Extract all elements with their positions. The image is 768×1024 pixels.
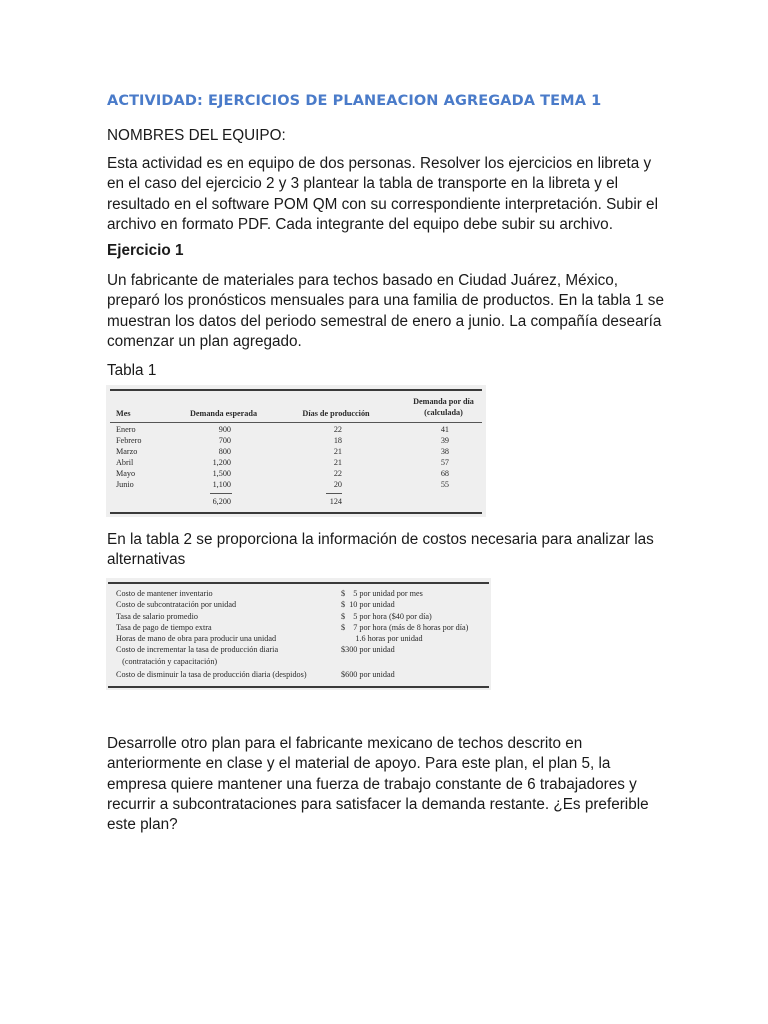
closing-line: anteriormente en clase y el material de apoyo. Para este plan, el plan 5, la bbox=[107, 755, 611, 773]
table1-cell-demanda: 800 bbox=[218, 447, 231, 456]
table1-total-demanda: 6,200 bbox=[212, 497, 231, 506]
intro-line: archivo en formato PDF. Cada integrante del equipo debe subir su archivo. bbox=[107, 215, 613, 233]
table1-cell-demanda: 900 bbox=[218, 425, 231, 434]
table2-row-value: $ 5 por unidad por mes bbox=[341, 589, 423, 598]
table1-cell-por-dia: 41 bbox=[440, 425, 449, 434]
table-rule bbox=[110, 512, 482, 514]
page-title: ACTIVIDAD: EJERCICIOS DE PLANEACION AGREGADA TEMA 1 bbox=[107, 93, 602, 109]
table1-cell-por-dia: 55 bbox=[440, 480, 449, 489]
exercise-line: Un fabricante de materiales para techos basado en Ciudad Juárez, México, bbox=[107, 272, 619, 289]
table1-cell-demanda: 1,200 bbox=[212, 458, 231, 467]
table2-intro-paragraph bbox=[107, 530, 667, 571]
table1-cell-mes: Marzo bbox=[116, 447, 138, 456]
closing-line: este plan? bbox=[107, 816, 178, 834]
table2-row-value: $600 por unidad bbox=[341, 670, 395, 679]
exercise-line: muestran los datos del periodo semestral de enero a junio. La compañía desearía bbox=[107, 312, 662, 330]
table-rule bbox=[108, 582, 489, 584]
table2-row-value: $300 por unidad bbox=[341, 645, 395, 654]
table1-cell-mes: Febrero bbox=[116, 436, 142, 445]
table1-cell-demanda: 700 bbox=[218, 436, 231, 445]
table2-intro-line: En la tabla 2 se proporciona la información de costos necesaria para analizar las bbox=[107, 531, 654, 548]
table1-header-mes: Mes bbox=[116, 409, 131, 418]
table1-cell-dias: 21 bbox=[333, 447, 342, 456]
table1-cell-dias: 18 bbox=[333, 436, 342, 445]
table1-header-por-dia: Demanda por día bbox=[413, 397, 474, 406]
table1-header-demanda: Demanda esperada bbox=[189, 409, 258, 418]
table2-row-label: Tasa de salario promedio bbox=[116, 612, 198, 621]
closing-line: Desarrolle otro plan para el fabricante mexicano de techos descrito en bbox=[107, 735, 583, 752]
table2-row-label: Tasa de pago de tiempo extra bbox=[116, 623, 212, 632]
table-rule bbox=[110, 422, 482, 423]
table2-row-value: $ 7 por hora (más de 8 horas por día) bbox=[341, 623, 469, 632]
table1-label: Tabla 1 bbox=[107, 362, 157, 379]
table1-cell-mes: Enero bbox=[116, 425, 136, 434]
closing-line: empresa quiere mantener una fuerza de trabajo constante de 6 trabajadores y bbox=[107, 775, 637, 793]
table1-cell-demanda: 1,500 bbox=[212, 469, 231, 478]
table-rule bbox=[110, 389, 482, 391]
intro-line: Esta actividad es en equipo de dos personas. Resolver los ejercicios en libreta y bbox=[107, 155, 652, 172]
table2-row-value: $ 10 por unidad bbox=[341, 600, 395, 609]
exercise-line: preparó los pronósticos mensuales para una familia de productos. En la tabla 1 se bbox=[107, 292, 664, 310]
table2-row-label: Costo de disminuir la tasa de producción diaria (despidos) bbox=[116, 670, 307, 679]
table1-cell-mes: Junio bbox=[116, 480, 134, 489]
table2-row-label: (contratación y capacitación) bbox=[116, 657, 218, 666]
table1-header-por-dia-sub: (calculada) bbox=[424, 408, 463, 417]
exercise-line: comenzar un plan agregado. bbox=[107, 332, 302, 350]
closing-line: recurrir a subcontrataciones para satisfacer la demanda restante. ¿Es preferible bbox=[107, 795, 649, 813]
table1-cell-dias: 22 bbox=[333, 425, 342, 434]
table2-row-value: 1.6 horas por unidad bbox=[341, 634, 423, 643]
table1-cell-por-dia: 39 bbox=[440, 436, 449, 445]
table-rule bbox=[108, 686, 489, 688]
team-names-label: NOMBRES DEL EQUIPO: bbox=[107, 127, 286, 144]
table1-cell-dias: 22 bbox=[333, 469, 342, 478]
table1-cell-mes: Abril bbox=[116, 458, 134, 467]
closing-paragraph bbox=[107, 734, 667, 835]
table2-row-label: Costo de mantener inventario bbox=[116, 589, 213, 598]
table1-cell-por-dia: 68 bbox=[440, 469, 449, 478]
intro-line: resultado en el software POM QM con su correspondiente interpretación. Subir el bbox=[107, 195, 658, 213]
intro-line: en el caso del ejercicio 2 y 3 plantear la tabla de transporte en la libreta y el bbox=[107, 175, 619, 193]
table2-row-value: $ 5 por hora ($40 por día) bbox=[341, 612, 432, 621]
table1-cell-dias: 21 bbox=[333, 458, 342, 467]
intro-paragraph bbox=[107, 154, 667, 235]
table1-sum-rule bbox=[210, 493, 232, 494]
exercise-heading: Ejercicio 1 bbox=[107, 242, 184, 259]
table2-row-label: Costo de incrementar la tasa de producción diaria bbox=[116, 645, 279, 654]
table1-cell-mes: Mayo bbox=[116, 469, 136, 478]
table1-header-dias: Días de producción bbox=[302, 409, 370, 418]
table2-row-label: Horas de mano de obra para producir una unidad bbox=[116, 634, 277, 643]
table1-demand-forecast bbox=[106, 385, 486, 517]
table1-cell-demanda: 1,100 bbox=[212, 480, 231, 489]
table2-cost-info bbox=[106, 578, 491, 690]
exercise-paragraph bbox=[107, 271, 667, 352]
table1-sum-rule bbox=[326, 493, 342, 494]
table1-cell-dias: 20 bbox=[333, 480, 342, 489]
table1-total-dias: 124 bbox=[329, 497, 342, 506]
table2-intro-line: alternativas bbox=[107, 551, 186, 569]
table1-cell-por-dia: 57 bbox=[440, 458, 449, 467]
table1-cell-por-dia: 38 bbox=[440, 447, 449, 456]
table2-row-label: Costo de subcontratación por unidad bbox=[116, 600, 237, 609]
